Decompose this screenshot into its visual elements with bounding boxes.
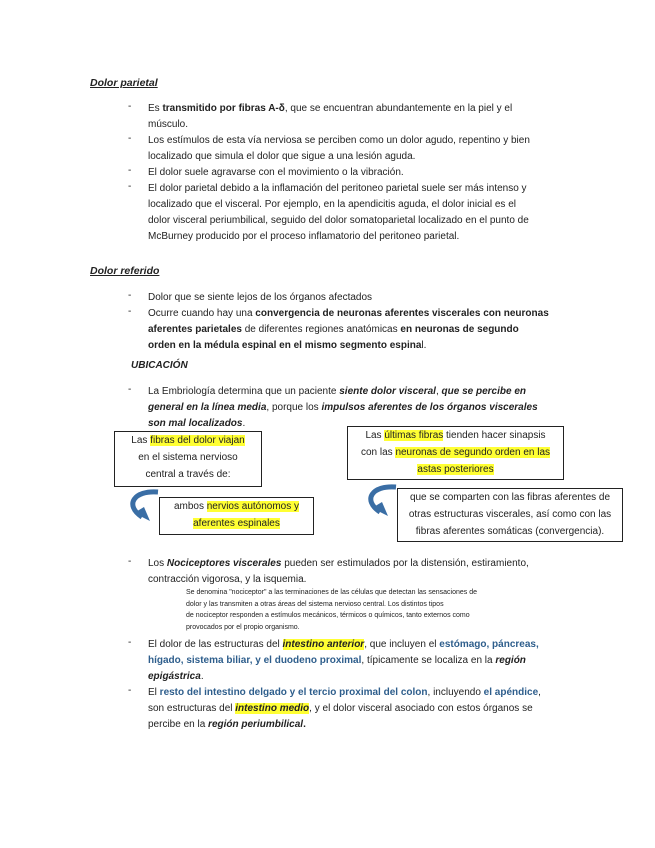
section-title-referido: Dolor referido (90, 265, 160, 277)
bullet-dash: - (128, 290, 132, 301)
parietal-bullet-3: El dolor suele agravarse con el movimiento o la vibración. (148, 167, 404, 178)
bullet-dash: - (128, 556, 132, 567)
bullet-dash: - (128, 181, 132, 192)
bullet-dash: - (128, 306, 132, 317)
referido-bullet-2: Ocurre cuando hay una convergencia de neuronas aferentes viscerales con neuronas aferentes parietales de diferentes regiones anatómicas en neuronas de segundo orden en la médula espinal en el mismo segmento espinal. (148, 308, 549, 351)
anterior-bullet: El dolor de las estructuras del intestino anterior, que incluyen el estómago, páncreas, hígado, sistema biliar, y el duodeno proximal, típicamente se localiza en la región epigástrica. (148, 639, 539, 682)
curved-arrow-icon (120, 487, 164, 527)
box-convergencia: que se comparten con las fibras aferentes de otras estructuras viscerales, así como con las fibras aferentes somáticas (convergencia). (397, 488, 623, 542)
nociceptores-bullet: Los Nociceptores viscerales pueden ser estimulados por la distensión, estiramiento, contracción vigorosa, y la isquemia. (148, 558, 529, 585)
parietal-bullet-1: Es transmitido por fibras A-δ, que se encuentran abundantemente en la piel y el músculo. (148, 103, 513, 130)
box-nervios: ambos nervios autónomos y aferentes espinales (159, 497, 314, 535)
bullet-dash: - (128, 685, 132, 696)
box-fibras-dolor: Las fibras del dolor viajan en el sistema nervioso central a través de: (114, 431, 262, 487)
parietal-bullet-2: Los estímulos de esta vía nerviosa se perciben como un dolor agudo, repentino y bien localizado que simula el dolor que sigue a una lesión aguda. (148, 135, 530, 162)
curved-arrow-icon (358, 482, 402, 522)
box-ultimas-fibras: Las últimas fibras tienden hacer sinapsis con las neuronas de segundo orden en las astas posteriores (347, 426, 564, 480)
bullet-dash: - (128, 637, 132, 648)
bullet-dash: - (128, 101, 132, 112)
parietal-bullet-4: El dolor parietal debido a la inflamación del peritoneo parietal suele ser más intenso y localizado que el visceral. Por ejemplo, en la apendicitis aguda, el dolor inicial es el dolor visceral periumbilical, seguido del dolor somatoparietal localizado en el punto de McBurney producido por el proceso inflamatorio del peritoneo parietal. (148, 183, 529, 242)
bullet-dash: - (128, 133, 132, 144)
ubicacion-heading: UBICACIÓN (131, 360, 188, 371)
bullet-dash: - (128, 165, 132, 176)
nociceptor-note: Se denomina "nociceptor" a las terminaciones de las células que detectan las sensaciones de dolor y las transmiten a otras áreas del sistema nervioso central. Los distintos tipos de nociceptor responden a estímulos mecánicos, térmicos o químicos, tanto externos como provocados por el propio organismo. (186, 589, 477, 631)
bullet-dash: - (128, 384, 132, 395)
referido-bullet-1: Dolor que se siente lejos de los órganos afectados (148, 292, 373, 303)
ubicacion-bullet: La Embriología determina que un paciente siente dolor visceral, que se percibe en general en la línea media, porque los impulsos aferentes de los órganos viscerales son mal localizados. (148, 386, 538, 429)
section-title-parietal: Dolor parietal (90, 77, 158, 89)
medio-bullet: El resto del intestino delgado y el tercio proximal del colon, incluyendo el apéndice, son estructuras del intestino medio, y el dolor visceral asociado con estos órganos se percibe en la región periumbilical. (148, 687, 541, 730)
